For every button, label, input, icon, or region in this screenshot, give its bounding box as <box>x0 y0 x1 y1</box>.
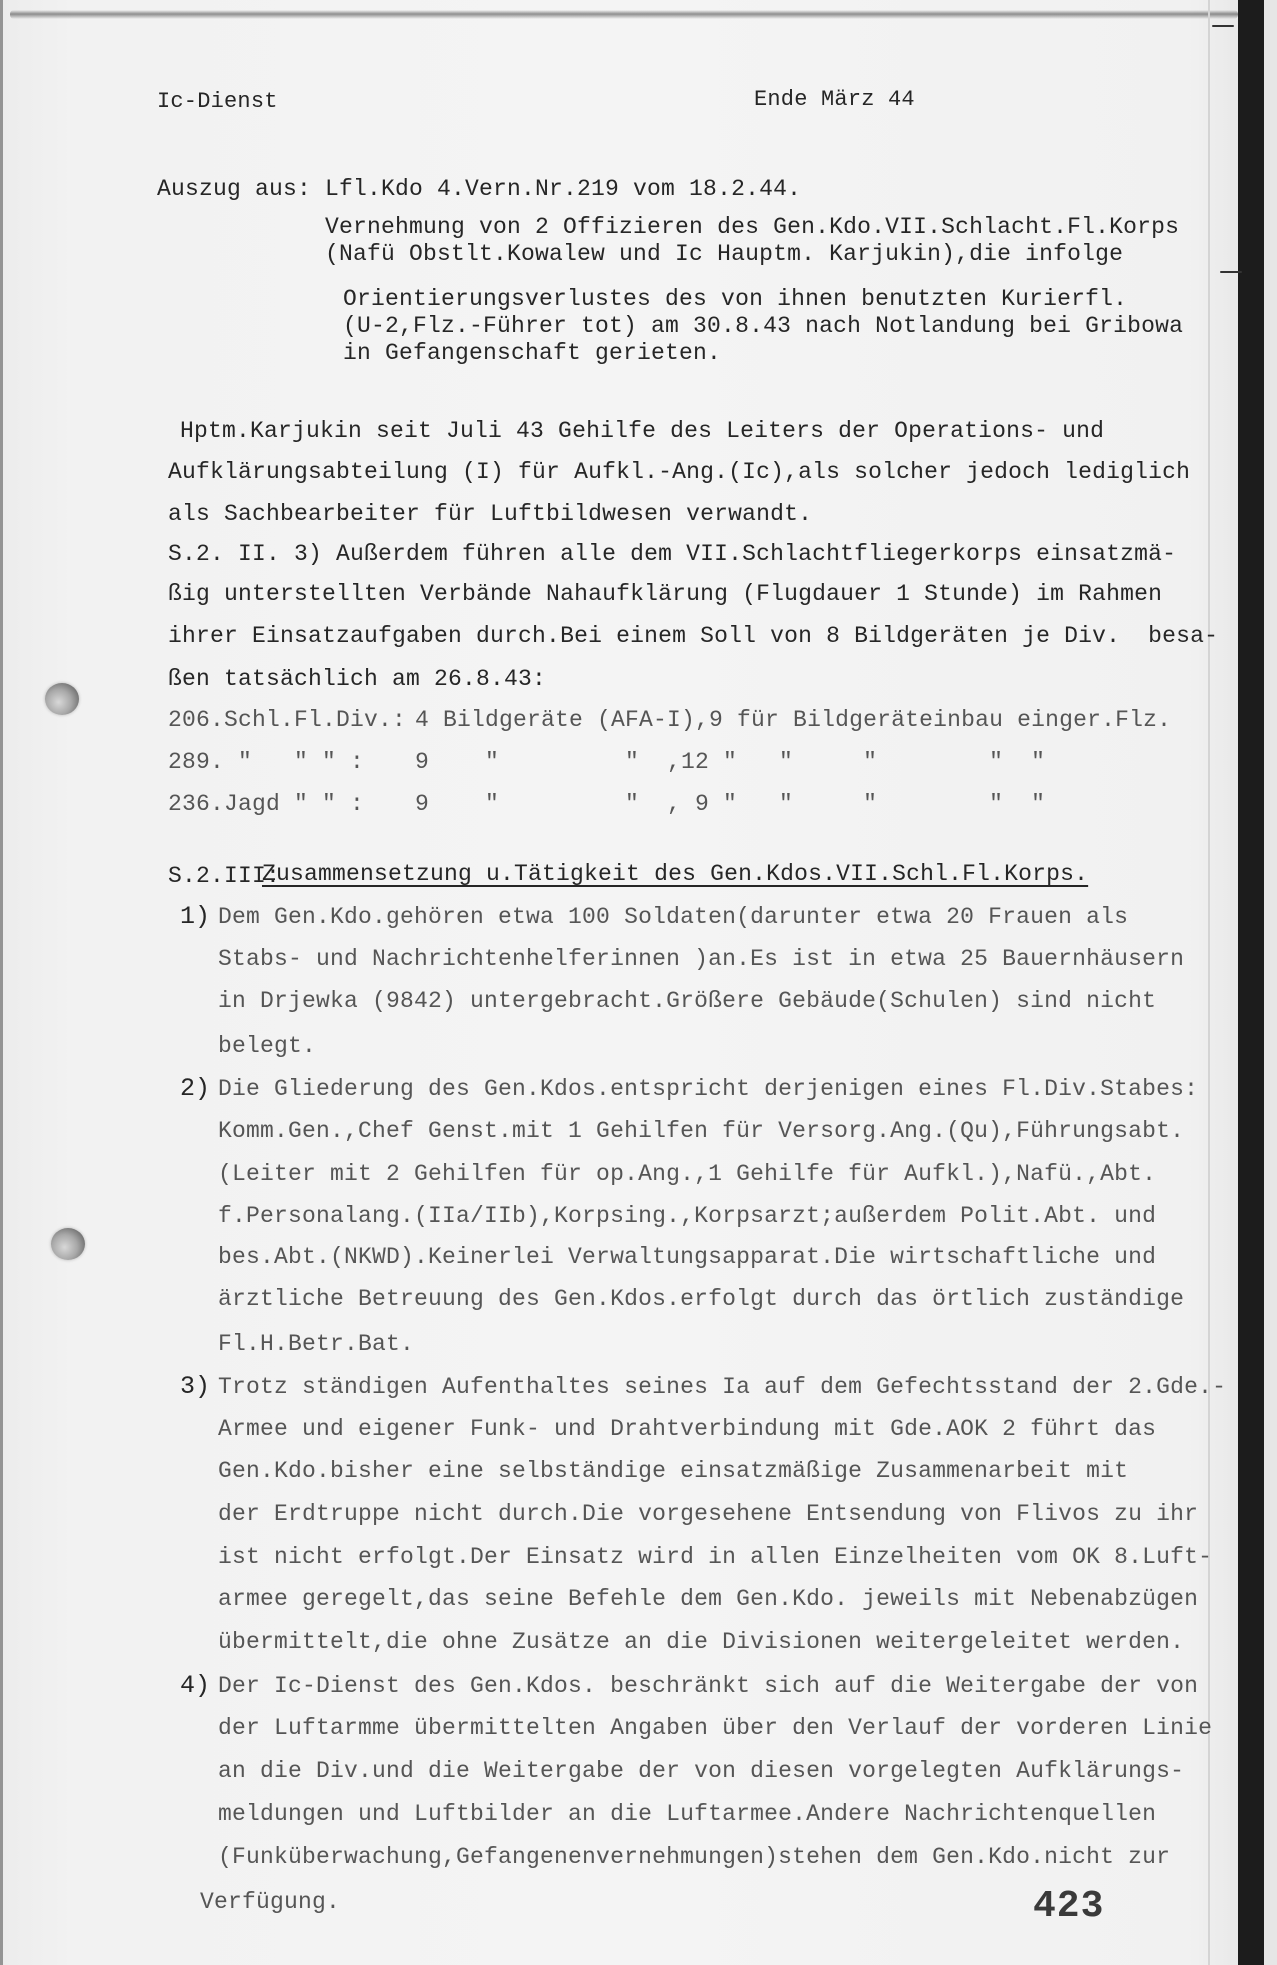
punch-hole-top <box>45 683 79 715</box>
list-number: 1) <box>180 902 211 931</box>
list-item-line: meldungen und Luftbilder an die Luftarmee.Andere Nachrichtenquellen <box>218 1801 1157 1827</box>
list-item-line: Komm.Gen.,Chef Genst.mit 1 Gehilfen für Versorg.Ang.(Qu),Führungsabt. <box>218 1118 1185 1144</box>
table-cell-cameras: 4 Bildgeräte (AFA-I),9 für Bildgeräteinbau einger.Flz. <box>415 707 1172 733</box>
body-line: ßig unterstellten Verbände Nahaufklärung (Flugdauer 1 Stunde) im Rahmen <box>168 581 1163 607</box>
list-item-line: Stabs- und Nachrichtenhelferinnen )an.Es ist in etwa 25 Bauernhäusern <box>218 946 1185 972</box>
list-item-line: Der Ic-Dienst des Gen.Kdos. beschränkt sich auf die Weitergabe der von <box>218 1673 1199 1699</box>
list-item-line: Gen.Kdo.bisher eine selbständige einsatzmäßige Zusammenarbeit mit <box>218 1458 1129 1484</box>
list-item-line: der Erdtruppe nicht durch.Die vorgesehene Entsendung von Flivos zu ihr <box>218 1501 1199 1527</box>
list-item-line: belegt. <box>218 1033 317 1059</box>
list-item-line: übermittelt,die ohne Zusätze an die Divisionen weitergeleitet werden. <box>218 1629 1185 1655</box>
excerpt-label: Auszug aus: <box>157 176 312 202</box>
list-item-line: ist nicht erfolgt.Der Einsatz wird in allen Einzelheiten vom OK 8.Luft- <box>218 1544 1213 1570</box>
list-number: 2) <box>180 1074 211 1103</box>
excerpt-source: Lfl.Kdo 4.Vern.Nr.219 vom 18.2.44. <box>325 176 802 202</box>
punch-hole-bottom <box>51 1228 85 1260</box>
body-line: S.2. II. 3) Außerdem führen alle dem VII.Schlachtfliegerkorps einsatzmä- <box>168 541 1177 567</box>
excerpt-summary-line: Orientierungsverlustes des von ihnen benutzten Kurierfl. <box>343 286 1128 312</box>
list-item-line: Fl.H.Betr.Bat. <box>218 1331 415 1357</box>
list-item-line: Die Gliederung des Gen.Kdos.entspricht derjenigen eines Fl.Div.Stabes: <box>218 1076 1199 1102</box>
list-item-line: der Luftarmme übermittelten Angaben über den Verlauf der vorderen Linie <box>218 1715 1213 1741</box>
body-line: Hptm.Karjukin seit Juli 43 Gehilfe des Leiters der Operations- und <box>180 418 1105 444</box>
paper-top-edge <box>10 10 1238 19</box>
margin-mark <box>1212 25 1234 27</box>
page-number-stamp: 423 <box>1033 1885 1105 1928</box>
list-item-line: bes.Abt.(NKWD).Keinerlei Verwaltungsapparat.Die wirtschaftliche und <box>218 1244 1157 1270</box>
section-heading: Zusammensetzung u.Tätigkeit des Gen.Kdos.VII.Schl.Fl.Korps. <box>262 861 1089 887</box>
scanner-dark-edge <box>1238 0 1264 1965</box>
list-item-line: Armee und eigener Funk- und Drahtverbindung mit Gde.AOK 2 führt das <box>218 1416 1157 1442</box>
table-cell-cameras: 9 " " , 9 " " " " " <box>415 791 1046 817</box>
table-cell-unit: 289. " " " : <box>168 749 365 775</box>
paper-left-edge <box>0 0 3 1965</box>
paper-fold-line <box>1208 0 1210 1965</box>
list-item-line: Trotz ständigen Aufenthaltes seines Ia auf dem Gefechtsstand der 2.Gde.- <box>218 1374 1227 1400</box>
excerpt-summary-line: Vernehmung von 2 Offizieren des Gen.Kdo.VII.Schlacht.Fl.Korps <box>325 214 1180 240</box>
list-number: 3) <box>180 1372 211 1401</box>
body-line: ßen tatsächlich am 26.8.43: <box>168 666 547 692</box>
list-item-line: in Drjewka (9842) untergebracht.Größere Gebäude(Schulen) sind nicht <box>218 988 1157 1014</box>
list-item-line: ärztliche Betreuung des Gen.Kdos.erfolgt durch das örtlich zuständige <box>218 1286 1185 1312</box>
list-number: 4) <box>180 1671 211 1700</box>
table-cell-unit: 236.Jagd " " : <box>168 791 365 817</box>
excerpt-summary-line: in Gefangenschaft gerieten. <box>343 340 722 366</box>
header-date: Ende März 44 <box>754 87 915 112</box>
table-cell-cameras: 9 " " ,12 " " " " " <box>415 749 1046 775</box>
body-line: Aufklärungsabteilung (I) für Aufkl.-Ang.(Ic),als solcher jedoch lediglich <box>168 459 1191 485</box>
body-line: als Sachbearbeiter für Luftbildwesen verwandt. <box>168 501 813 527</box>
excerpt-summary-line: (U-2,Flz.-Führer tot) am 30.8.43 nach Notlandung bei Gribowa <box>343 313 1184 339</box>
body-line: ihrer Einsatzaufgaben durch.Bei einem Soll von 8 Bildgeräten je Div. besa- <box>168 623 1219 649</box>
table-cell-unit: 206.Schl.Fl.Div.: <box>168 707 407 733</box>
list-item-line: Verfügung. <box>200 1889 341 1915</box>
scanner-background <box>1264 0 1277 1965</box>
list-item-line: (Leiter mit 2 Gehilfen für op.Ang.,1 Gehilfe für Aufkl.),Nafü.,Abt. <box>218 1161 1157 1187</box>
list-item-line: armee geregelt,das seine Befehle dem Gen.Kdo. jeweils mit Nebenabzügen <box>218 1586 1199 1612</box>
header-department: Ic-Dienst <box>157 89 278 114</box>
list-item-line: f.Personalang.(IIa/IIb),Korpsing.,Korpsarzt;außerdem Polit.Abt. und <box>218 1203 1157 1229</box>
section-prefix: S.2.III: <box>168 863 295 889</box>
excerpt-summary-line: (Nafü Obstlt.Kowalew und Ic Hauptm. Karjukin),die infolge <box>325 241 1124 267</box>
margin-mark <box>1220 271 1242 273</box>
list-item-line: (Funküberwachung,Gefangenenvernehmungen)stehen dem Gen.Kdo.nicht zur <box>218 1844 1171 1870</box>
list-item-line: an die Div.und die Weitergabe der von diesen vorgelegten Aufklärungs- <box>218 1758 1185 1784</box>
list-item-line: Dem Gen.Kdo.gehören etwa 100 Soldaten(darunter etwa 20 Frauen als <box>218 904 1129 930</box>
